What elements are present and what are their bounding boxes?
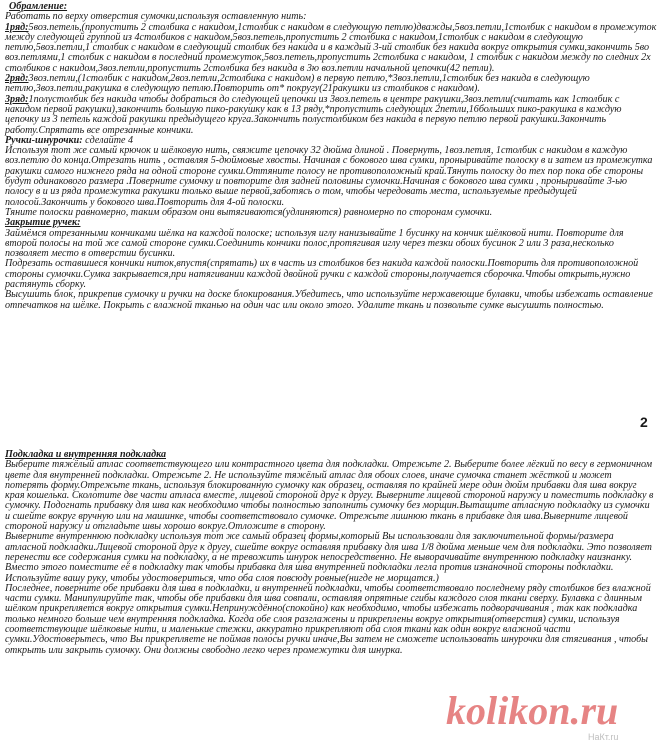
section-framing bbox=[5, 2, 657, 311]
closure-paragraph-2: Подрезать оставшиеся кончики ниток,впустя(спрятать) их в часть из столбиков без накида каждой полоски.Повторить для противоположной стороны сумочки.Сумка закрывается,при натягивании каждой двойной ручки с каждой стороны,получается сборочка.Чтобы открыть,нужно растянуть сборку. bbox=[5, 258, 639, 291]
row2-label: 2ряд: bbox=[5, 73, 29, 85]
handles-text: Используя тот же самый крючок и шёлковую нить, свяжите цепочку 32 дюйма длиной . Повернуть, 1воз.петля, 1столбик с накидом в каждую воз.петлю до конца.Отрезать нить , оставляя 5-дюймовые хвосты. Начиная с бокового шва сумки, проныривайте полоску в и затем из промежутка ракушки самого нижнего ряда на одной стороне сумки.Оттяните полосу не противоположный край.Тянуть полоску до тех пор пока обе стороны будут одинакового размера .Поверните сумочку и повторите для задней половины сумочки.Начиная с бокового шва сумки , проныривайте 3-ью полосу в и из ряда промежутка ракушки только выше первой,заботясь о том, чтобы чередовать места, используемые предыдущей полосой.Закончить у бокового шва.Повторить для 4-ой полоски. bbox=[5, 145, 653, 208]
intro-text: Работать по верху отверстия сумочки,используя оставленную нить: bbox=[5, 11, 307, 23]
row3-label: 3ряд: bbox=[5, 93, 29, 105]
row3-text: 1полустолбик без накида чтобы добраться до следующей цепочки из 3воз.петель в центре ракушки,3воз.петли(считать как 1столбик с накидом первой ракушки),закончить большую пико-ракушку как в 13 ряду,*пропустить следующих 2петли,16больших пико-ракушка в каждую цепочку из 3 петель каждой ракушки предыдущего круга.Закончить полустолбиком без накида в первую петлю первой ракушки.Закончить работу.Спрятать все отрезанные кончики. bbox=[5, 93, 622, 136]
section-title-lining: Подкладка и внутренняя подкладка bbox=[5, 449, 166, 460]
closure-paragraph-1: Займёмся отрезанными кончиками шёлка на каждой полоске; используя иглу нанизывайте 1 бусинку на кончик шёлковой нити. Повторите для второй полосы на той же самой стороне сумки.Соединить кончики полос,протягивая иглу через тезки обоих бусинок 2 или 3 раза,несколько позволяет место в отверстии бусинки. bbox=[5, 227, 624, 260]
closure-paragraph-3: Высушить блок, прикрепив сумочку и ручки на доске блокирования.Убедитесь, что используйте нержавеющие булавки, чтобы избежать оставление отпечатков на шёлке. Покрыть с влажной тканью на один час или около этого. Удалите ткань и позвольте сумке высушить полностью. bbox=[5, 289, 653, 311]
watermark-logo bbox=[440, 690, 650, 744]
section-title-framing: Обрамление: bbox=[9, 1, 68, 12]
watermark-site: НаКт.ru bbox=[588, 732, 619, 742]
handles-title: Ручки-шнурочки: bbox=[5, 134, 83, 146]
lining-paragraph-3: Последнее, поверните обе прибавки для шва в подкладки, и внутренней подкладки, чтобы соответствовало последнему ряду столбиков без влажной части сумки. Манипулируйте так, чтобы обе прибавки для шва совпали, оставляя опрятные сгибы каждого слоя ткани сверху. Булавка с длинным шёлком прикрепляется вокруг открытия сумки.Непринуждённо(спокойно) как необходимо, чтобы избежать подворачивания , так как подкладка только немного больше чем внутренняя подкладка. Когда обе слоя разглажены и прикреплены вокруг открытия(отверстия) сумки, используя соответствующие шёлковые нити, и маленькие стежки, аккуратно прикрепляют оба слоя ткани как один вокруг влажной части сумки.Удостоверьтесь, что Вы прикрепляете не поймав полосы ручки иначе,Вы затем не сможете использовать шнурочки для стягивания , чтобы открыть или закрыть сумочку. Они должны свободно легко через промежутки для шнурка. bbox=[5, 582, 651, 656]
row1-label: 1ряд: bbox=[5, 21, 29, 33]
row3-paragraph bbox=[5, 95, 657, 136]
row1-paragraph bbox=[5, 23, 657, 74]
row2-paragraph bbox=[5, 74, 657, 95]
row1-text: 5воз.петель,(пропустить 2 столбика с накидом,1столбик с накидом в следующую петлю)дважды,5воз.петли,1столбик с накидом в промежуток между следующей группой из 4столбиков с накидом,5воз.петель,пропустить 2 столбика с накидом,1столбик с накидом в следующую петлю,5воз.петли,1 столбик с накидом в следующий столбик без накида и в каждый 3-ий столбик без накида вокруг открытия сумки,закончить 5во воз.петлями,1 столбик с накидом в последний промежуток,5воз.петель,пропустить 2столбика с накидом, 1 столбик с накидом между по следних 2х столбиков с накидом,3воз.петли,пропустить 2столбика без накида в 3ю воз.петли начальной цепочки(42 петли). bbox=[5, 21, 657, 74]
handles-after: Тяните полоски равномерно, таким образом они вытягиваются(удлиняются) равномерно по сторонам сумочки. bbox=[5, 206, 493, 218]
handles-lead: сделайте 4 bbox=[85, 134, 134, 146]
section-lining bbox=[5, 450, 657, 656]
row2-text: 3воз.петли,(1столбик с накидом,2воз.петли,2столбика с накидом) в первую петлю,*3воз.петли,1столбик без накида в следующую петлю,3воз.петли,ракушка в следующую петлю.Повторить от* покругу(21ракушки из столбиков с накидом). bbox=[5, 73, 590, 95]
page-number: 2 bbox=[640, 414, 648, 430]
lining-paragraph-2: Выверните внутреннюю подкладку используя тот же самый образец формы,который Вы использовали для заключительной формы/размера атласной подкладки.Лицевой стороной друг к другу, сшейте вокруг оставляя прибавку для шва 1/8 дюйма меньше чем для подкладки. Это позволяет перенести все содержания сумки на подкладку, а не тревожить шнурок непосредственно. Не выворачивайте внутреннюю подкладку наизнанку. Вместо этого поместите её в подкладку так чтобы прибавка для шва внутренней подкладки легла против изнаночной стороны подкладки. Используйте вашу руку, чтобы удостовериться, что оба слоя повсюду ровные(нигде не морщатся.) bbox=[5, 531, 652, 584]
watermark-text: kolikon.ru bbox=[446, 690, 619, 733]
lining-paragraph-1: Выберите тяжёлый атлас соответствующего или контрастного цвета для подкладки. Отрежьте 2. Выберите более лёгкий по весу в гермоничном цвете для внутренней подкладки. Отрежьте 2. Не используйте тяжёлый атлас для обоих слоев, иначе сумочка станет жёсткой и может потерять форму.Отрежьте ткань, используя блокированную сумочку как образец, оставляя по крайней мере один дюйм прибавки для шва вокруг края кошелька. Сколотите две части атласа вместе, лицевой стороной друг к другу. Выверните лицевой стороной наружу и поместить подкладку в сумочку. Подогнать прибавку для шва как необходимо чтобы полностью заполнить сумочку без морщин.Вытащите атласную подкладку из сумочки и сшейте вокруг вручную или на машинке, чтобы соответствовало сумочке. Отрежьте лишнюю ткань в прибавке для шва.Выверните лицевой стороной наружу и отгладьте швы хорошо вокруг.Отложите в сторону. bbox=[5, 459, 654, 533]
closure-title: Закрытие ручек: bbox=[5, 217, 81, 229]
